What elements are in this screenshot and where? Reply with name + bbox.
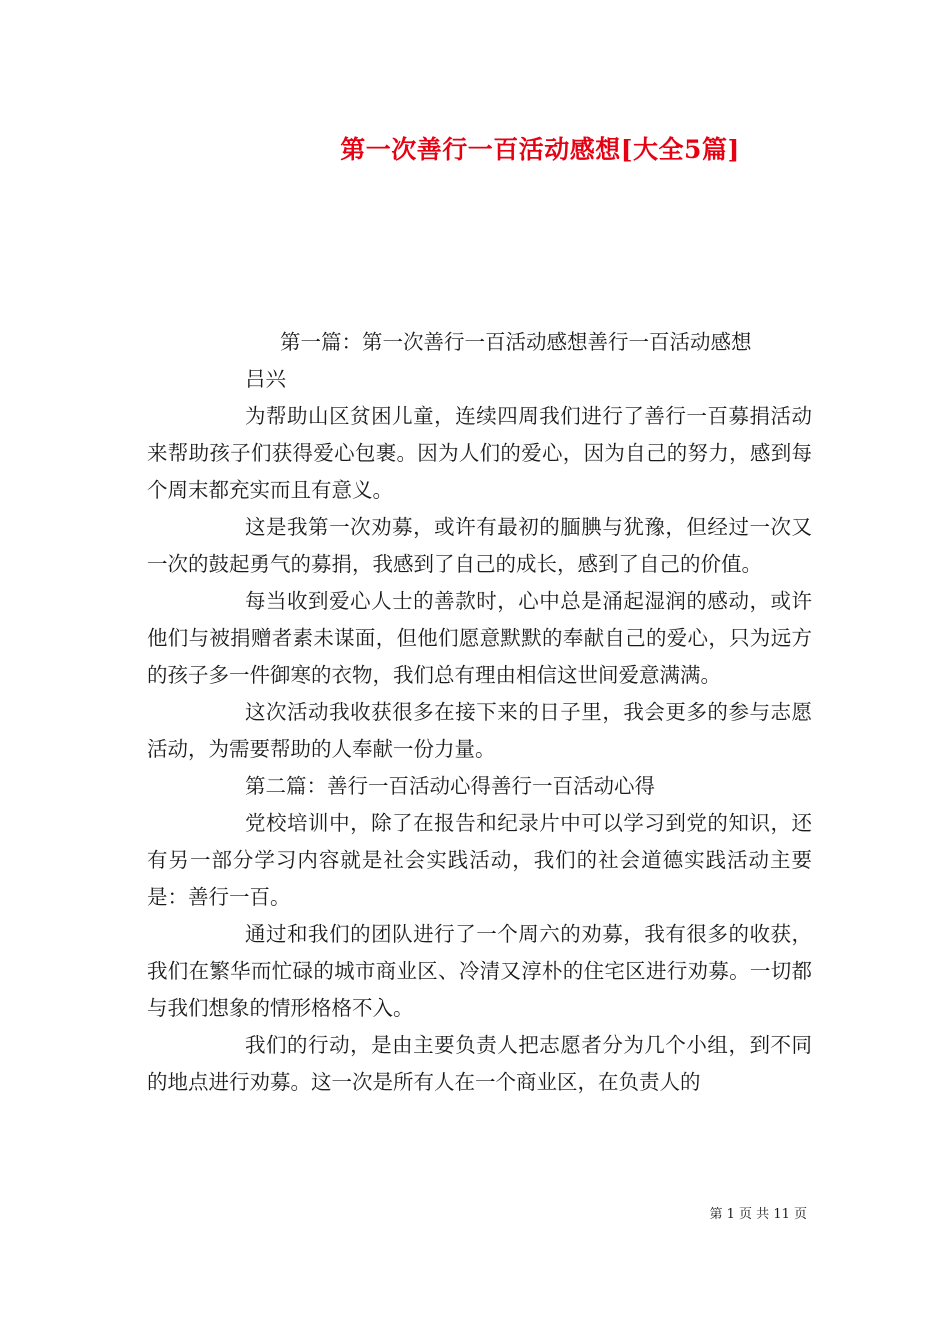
body-paragraph: 通过和我们的团队进行了一个周六的劝募，我有很多的收获，我们在繁华而忙碌的城市商业区、冷清又淳朴的住宅区进行劝募。一切都与我们想象的情形格格不入。 — [147, 922, 812, 1020]
document-title: 第一次善行一百活动感想[大全5篇] — [340, 135, 740, 164]
author-line: 吕兴 — [245, 367, 286, 391]
body-paragraph: 党校培训中，除了在报告和纪录片中可以学习到党的知识，还有另一部分学习内容就是社会实践活动，我们的社会道德实践活动主要是：善行一百。 — [147, 811, 812, 909]
section-heading-1: 第一篇：第一次善行一百活动感想善行一百活动感想 — [280, 330, 752, 354]
page-number-footer: 第 1 页 共 11 页 — [709, 1207, 807, 1222]
section-heading-2: 第二篇：善行一百活动心得善行一百活动心得 — [245, 774, 655, 798]
body-paragraph: 这是我第一次劝募，或许有最初的腼腆与犹豫，但经过一次又一次的鼓起勇气的募捐，我感到了自己的成长，感到了自己的价值。 — [147, 515, 812, 576]
document-body — [147, 324, 812, 1101]
body-paragraph: 这次活动我收获很多在接下来的日子里，我会更多的参与志愿活动，为需要帮助的人奉献一份力量。 — [147, 700, 812, 761]
body-paragraph: 我们的行动，是由主要负责人把志愿者分为几个小组，到不同的地点进行劝募。这一次是所有人在一个商业区，在负责人的 — [147, 1033, 812, 1094]
body-paragraph: 每当收到爱心人士的善款时，心中总是涌起湿润的感动，或许他们与被捐赠者素未谋面，但他们愿意默默的奉献自己的爱心，只为远方的孩子多一件御寒的衣物，我们总有理由相信这世间爱意满满。 — [147, 589, 812, 687]
body-paragraph: 为帮助山区贫困儿童，连续四周我们进行了善行一百募捐活动来帮助孩子们获得爱心包裹。因为人们的爱心，因为自己的努力，感到每个周末都充实而且有意义。 — [147, 404, 812, 502]
